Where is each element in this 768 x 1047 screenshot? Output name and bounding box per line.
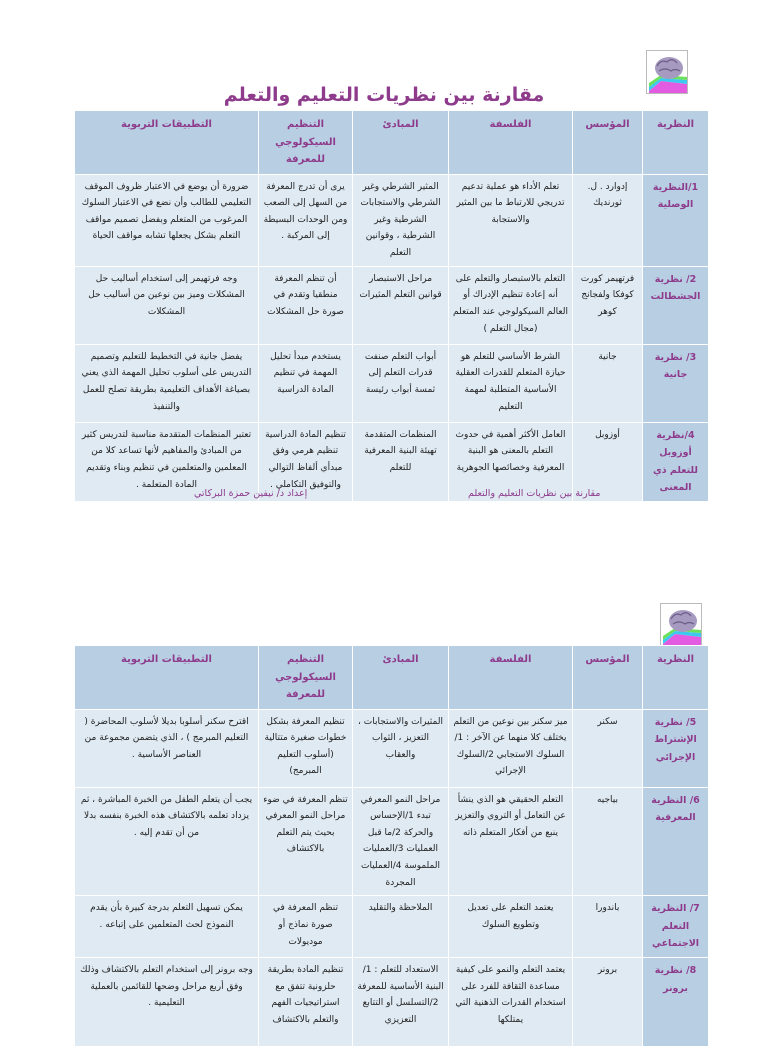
comparison-table-1 — [74, 110, 709, 502]
principles-cell: المنظمات المتقدمة تهيئة البنية المعرفية للتعلم — [353, 422, 449, 501]
table-row — [75, 709, 709, 787]
header-theory: النظرية — [643, 111, 709, 175]
organization-cell: تنظم المعرفة في صورة نماذج أو موديولات — [259, 896, 353, 958]
founder-cell: باندورا — [573, 896, 643, 958]
table-row — [75, 787, 709, 896]
applications-cell: اقترح سكنر أسلوبا بديلا لأسلوب المحاضرة ( التعليم المبرمج ) ، الذي يتضمن مجموعة من العناصر الأساسية . — [75, 709, 259, 787]
comparison-table-2 — [74, 645, 709, 1047]
table-row — [75, 174, 709, 266]
principles-cell: المثيرات والاستجابات ، التعزيز ، الثواب والعقاب — [353, 709, 449, 787]
table-row — [75, 422, 709, 501]
theory-name: 2/ نظرية الجشطالت — [643, 266, 709, 344]
table-row — [75, 896, 709, 958]
applications-cell: يمكن تسهيل التعلم بدرجة كبيرة بأن يقدم النموذج لحث المتعلمين على إتباعه . — [75, 896, 259, 958]
header-principles: المبادئ — [353, 646, 449, 710]
organization-cell: تنظيم المعرفة بشكل خطوات صغيرة متتالية (أسلوب التعليم المبرمج) — [259, 709, 353, 787]
principles-cell: مراحل الاستبصار قوانين التعلم المثيرات — [353, 266, 449, 344]
theory-name: 7/ النظرية التعلم الاجتماعي — [643, 896, 709, 958]
header-organization: التنظيم السيكولوجي للمعرفة — [259, 111, 353, 175]
applications-cell: وجه برونر إلى استخدام التعلم بالاكتشاف وذلك وفق أربع مراحل وضحها للقائمين بالعملية التعليمية . — [75, 958, 259, 1047]
theory-name: 6/ النظرية المعرفية — [643, 787, 709, 896]
founder-cell: فرتهيمر كورت كوفكا ولفجانج كوهر — [573, 266, 643, 344]
philosophy-cell: العامل الأكثر أهمية في حدوث التعلم بالمعنى هو البنية المعرفية وخصائصها الجوهرية — [449, 422, 573, 501]
table-row — [75, 958, 709, 1047]
header-principles: المبادئ — [353, 111, 449, 175]
header-organization: التنظيم السيكولوجي للمعرفة — [259, 646, 353, 710]
philosophy-cell: يعتمد التعلم على تعديل وتطويع السلوك — [449, 896, 573, 958]
philosophy-cell: التعلم الحقيقي هو الذي ينشأ عن التعامل أو التروي والتعزيز ينبع من أفكار المتعلم ذاته — [449, 787, 573, 896]
principles-cell: المثير الشرطي وغير الشرطي والاستجابات الشرطية وغير الشرطية ، وقوانين التعلم — [353, 174, 449, 266]
table-row — [75, 344, 709, 422]
header-theory: النظرية — [643, 646, 709, 710]
founder-cell: برونر — [573, 958, 643, 1047]
founder-cell: جانية — [573, 344, 643, 422]
page-title: مقارنة بين نظريات التعليم والتعلم — [223, 84, 545, 106]
applications-cell: يفضل جانية في التخطيط للتعليم وتصميم التدريس على أسلوب تحليل المهمة الذي يعني بصياغة الأهداف التعليمية بطريقة تصلح للعمل والتنفيذ — [75, 344, 259, 422]
header-applications: التطبيقات التربوية — [75, 646, 259, 710]
philosophy-cell: الشرط الأساسي للتعلم هو حيازة المتعلم للقدرات العقلية الأساسية المتطلبة لمهمة التعليم — [449, 344, 573, 422]
principles-cell: الاستعداد للتعلم : 1/البنية الأساسية للمعرفة 2/التسلسل أو التتابع التعزيزي — [353, 958, 449, 1047]
philosophy-cell: ميز سكنر بين نوعين من التعلم يختلف كلا منهما عن الآخر : 1/السلوك الاستجابي 2/السلوك الإجرائي — [449, 709, 573, 787]
table-row — [75, 266, 709, 344]
organization-cell: يرى أن تدرج المعرفة من السهل إلى الصعب ومن الوحدات البسيطة إلى المركبة . — [259, 174, 353, 266]
theory-name: 4/نظرية أوزوبل للتعلم ذي المعنى — [643, 422, 709, 501]
applications-cell: تعتبر المنظمات المتقدمة مناسبة لتدريس كثير من المبادئ والمفاهيم لأنها تساعد كلا من المعلمين والمتعلمين في تنظيم وبناء وتقديم المادة المتعلمة . — [75, 422, 259, 501]
philosophy-cell: التعلم بالاستبصار والتعلم على أنه إعادة تنظيم الإدراك أو العالم السيكولوجي عند المتعلم (مجال التعلم ) — [449, 266, 573, 344]
principles-cell: أبواب التعلم صنفت قدرات التعلم إلى ثمسة أبواب رئيسة — [353, 344, 449, 422]
founder-cell: إدوارد . ل. ثورنديك — [573, 174, 643, 266]
philosophy-cell: تعلم الأداء هو عملية تدعيم تدريجي للارتباط ما بين المثير والاستجابة — [449, 174, 573, 266]
theory-name: 5/ نظرية الإشتراط الإجرائي — [643, 709, 709, 787]
header-applications: التطبيقات التربوية — [75, 111, 259, 175]
applications-cell: ضرورة أن يوضع في الاعتبار ظروف الموقف التعليمي للطالب وأن نضع في الاعتبار السلوك المرغوب من المتعلم وبفضل تصميم مواقف التعلم بشكل يجعلها تشابه مواقف الحياة — [75, 174, 259, 266]
applications-cell: يجب أن يتعلم الطفل من الخبرة المباشرة ، ثم يزداد تعلمه بالاكتشاف هذه الخبرة بنفسه بدلا من أن تقدم إليه . — [75, 787, 259, 896]
footer-document-title: مقارنة بين نظريات التعليم والتعلم — [468, 488, 601, 499]
header-founder: المؤسس — [573, 111, 643, 175]
applications-cell: وجه فرتهيمر إلى استخدام أساليب حل المشكلات وميز بين نوعين من أساليب حل المشكلات — [75, 266, 259, 344]
founder-cell: بياجيه — [573, 787, 643, 896]
theory-name: 1/النظرية الوصلية — [643, 174, 709, 266]
header-philosophy: الفلسفة — [449, 646, 573, 710]
brain-logo-icon — [660, 603, 702, 647]
principles-cell: الملاحظة والتقليد — [353, 896, 449, 958]
philosophy-cell: يعتمد التعلم والنمو على كيفية مساعدة الثقافة للفرد على استخدام القدرات الذهنية التي يمتلكها — [449, 958, 573, 1047]
founder-cell: أوزوبل — [573, 422, 643, 501]
organization-cell: يستخدم مبدأ تحليل المهمة في تنظيم المادة الدراسية — [259, 344, 353, 422]
organization-cell: تنظم المعرفة في ضوء مراحل النمو المعرفي بحيث يتم التعلم بالاكتشاف — [259, 787, 353, 896]
footer-author: إعداد د/ نيفين حمزة البركاتي — [194, 488, 308, 499]
theory-name: 3/ نظرية جانية — [643, 344, 709, 422]
header-founder: المؤسس — [573, 646, 643, 710]
founder-cell: سكنر — [573, 709, 643, 787]
principles-cell: مراحل النمو المعرفي تبدء 1/الإحساس والحركة 2/ما قبل العمليات 3/العمليات الملموسة 4/العمليات المجردة — [353, 787, 449, 896]
organization-cell: تنظيم المادة بطريقة حلزونية تتفق مع استراتيجيات الفهم والتعلم بالاكتشاف — [259, 958, 353, 1047]
header-philosophy: الفلسفة — [449, 111, 573, 175]
organization-cell: تنظيم المادة الدراسية تنظيم هرمي وفق مبدأي ألفاظ التوالي والتوفيق التكاملي . — [259, 422, 353, 501]
theory-name: 8/ نظرية برونر — [643, 958, 709, 1047]
organization-cell: أن تنظم المعرفة منطقيا وتقدم في صورة حل المشكلات — [259, 266, 353, 344]
